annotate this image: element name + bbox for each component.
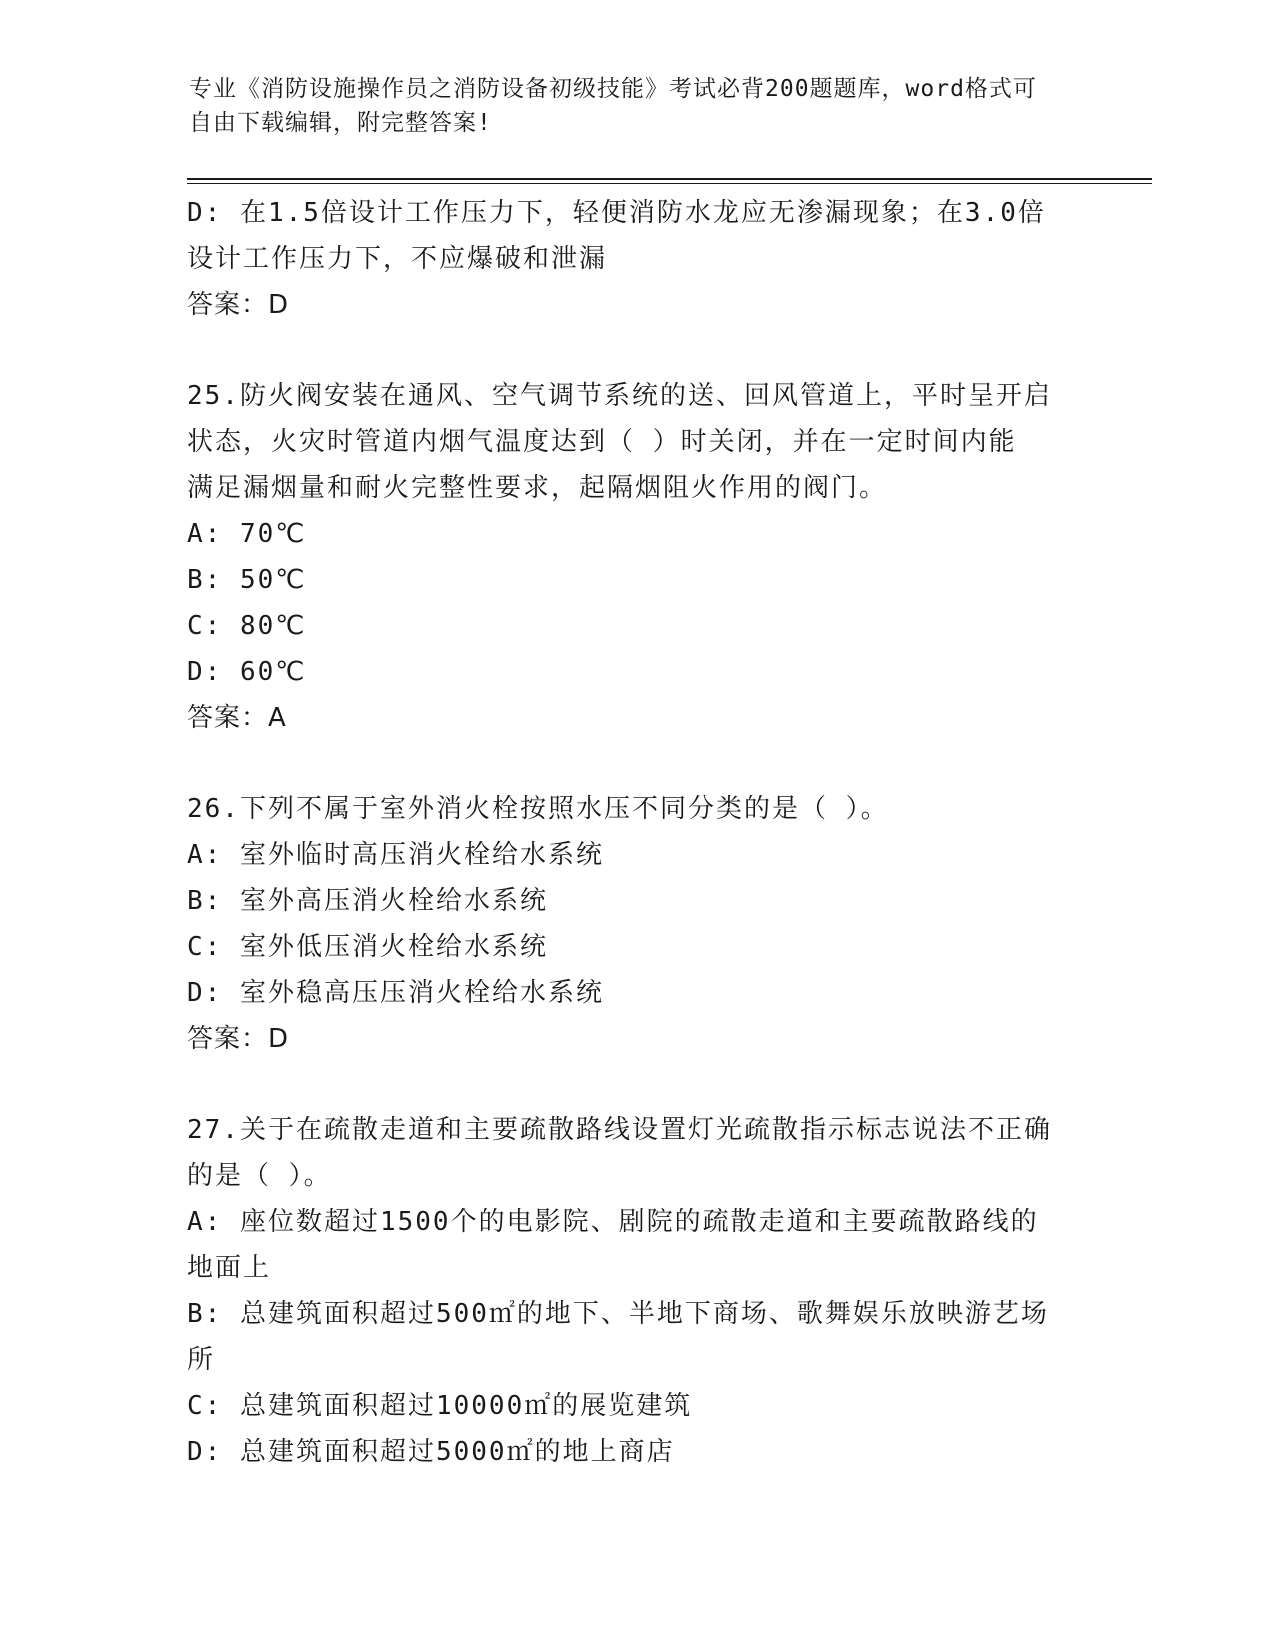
q27-option-d: D: 总建筑面积超过5000㎡的地上商店	[187, 1437, 675, 1467]
q27-stem-line-2: 的是（ ）。	[187, 1161, 332, 1191]
q25-stem-line-1: 25.防火阀安装在通风、空气调节系统的送、回风管道上，平时呈开启	[187, 381, 1052, 411]
q26-option-d: D: 室外稳高压压消火栓给水系统	[187, 978, 604, 1008]
q26-answer: 答案：D	[187, 1024, 290, 1054]
question-24-continuation	[187, 190, 1087, 328]
spacer	[187, 328, 1087, 373]
q27-option-b-line-2: 所	[187, 1345, 216, 1375]
q24-option-d-line-1: D: 在1.5倍设计工作压力下，轻便消防水龙应无渗漏现象；在3.0倍	[187, 198, 1046, 228]
page-header	[189, 72, 1089, 140]
q27-option-c: C: 总建筑面积超过10000㎡的展览建筑	[187, 1391, 693, 1421]
q26-stem-line-1: 26.下列不属于室外消火栓按照水压不同分类的是（ ）。	[187, 794, 889, 824]
header-divider-thick	[187, 178, 1152, 180]
q26-option-c: C: 室外低压消火栓给水系统	[187, 932, 548, 962]
q25-answer: 答案：A	[187, 703, 287, 733]
q25-option-c: C: 80℃	[187, 611, 307, 641]
q27-stem-line-1: 27.关于在疏散走道和主要疏散路线设置灯光疏散指示标志说法不正确	[187, 1115, 1052, 1145]
header-line-2: 自由下载编辑，附完整答案!	[189, 110, 492, 136]
q24-option-d-line-2: 设计工作压力下，不应爆破和泄漏	[187, 244, 608, 274]
header-line-1: 专业《消防设施操作员之消防设备初级技能》考试必背200题题库，word格式可	[189, 76, 1037, 102]
q27-option-a-line-2: 地面上	[187, 1253, 272, 1283]
q25-stem-line-3: 满足漏烟量和耐火完整性要求，起隔烟阻火作用的阀门。	[187, 473, 888, 503]
question-25	[187, 373, 1087, 741]
spacer	[187, 741, 1087, 786]
question-26	[187, 786, 1087, 1062]
q25-stem-line-2: 状态，火灾时管道内烟气温度达到（ ）时关闭，并在一定时间内能	[187, 427, 1017, 457]
q27-option-b-line-1: B: 总建筑面积超过500㎡的地下、半地下商场、歌舞娱乐放映游艺场	[187, 1299, 1049, 1329]
spacer	[187, 1062, 1087, 1107]
q27-option-a-line-1: A: 座位数超过1500个的电影院、剧院的疏散走道和主要疏散路线的	[187, 1207, 1039, 1237]
q26-option-a: A: 室外临时高压消火栓给水系统	[187, 840, 604, 870]
question-27	[187, 1107, 1087, 1475]
document-body	[187, 190, 1087, 1475]
q25-option-a: A: 70℃	[187, 519, 307, 549]
q24-answer: 答案：D	[187, 290, 290, 320]
q25-option-b: B: 50℃	[187, 565, 307, 595]
q26-option-b: B: 室外高压消火栓给水系统	[187, 886, 548, 916]
header-divider-thin	[187, 183, 1152, 184]
q25-option-d: D: 60℃	[187, 657, 307, 687]
